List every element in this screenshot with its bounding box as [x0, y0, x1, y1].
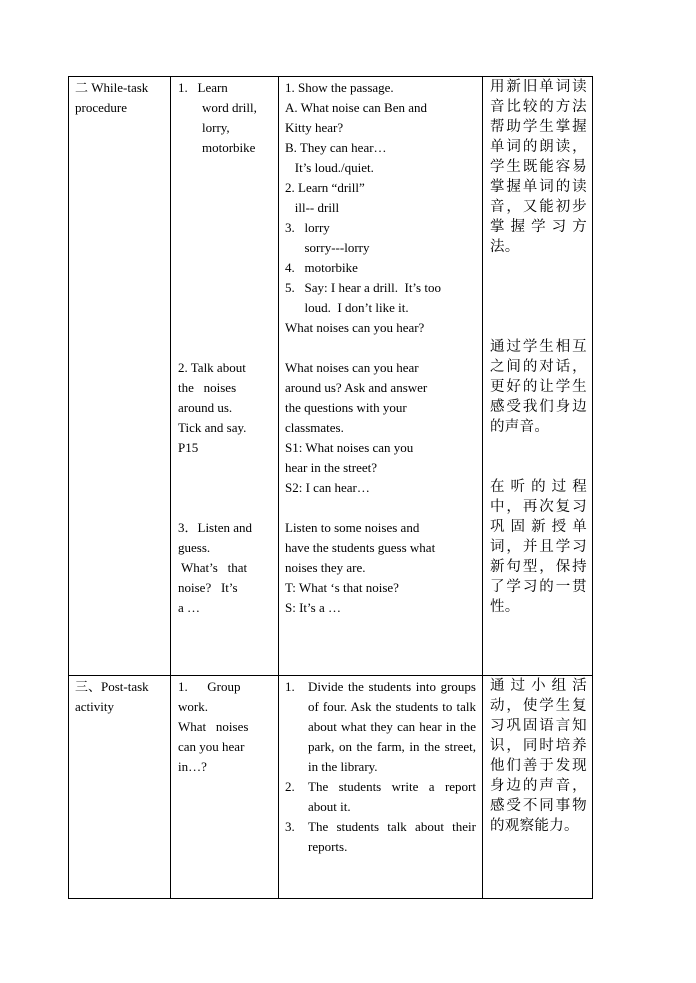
content-line: 3. lorry	[285, 220, 330, 235]
content-block	[285, 358, 476, 498]
content-line: sorry---lorry	[285, 240, 370, 255]
content-line: It’s loud./quiet.	[285, 160, 374, 175]
content-line: What noises can you hear?	[285, 320, 425, 335]
list-item	[285, 777, 476, 817]
steps-cell	[171, 77, 279, 676]
content-line: loud. I don’t like it.	[285, 300, 409, 315]
purpose-cell	[483, 676, 593, 899]
step-line: 1. Group	[178, 679, 241, 694]
purpose-cell	[483, 77, 593, 676]
purpose-text: 通过小组活动，使学生复习巩固语言知识，同时培养他们善于发现身边的声音，感受不同事物的观察能力。	[490, 678, 587, 834]
table-row-post-task	[69, 676, 593, 899]
purpose-text: 通过学生相互之间的对话，更好的让学生感受我们身边的声音。	[490, 339, 587, 435]
step-block	[178, 78, 272, 158]
content-block	[285, 518, 476, 618]
content-line: T: What ‘s that noise?	[285, 580, 399, 595]
step-line: What noises	[178, 719, 249, 734]
content-line: Listen to some noises and	[285, 520, 420, 535]
content-line: B. They can hear…	[285, 140, 387, 155]
step-line: P15	[178, 440, 199, 455]
step-line: word drill,	[202, 100, 257, 115]
list-text: Divide the students into groups of four. Ask the students to talk about what they can hear in the park, on the farm, in the street, in the library.	[308, 679, 476, 774]
step-line: around us.	[178, 400, 233, 415]
content-line: What noises can you hear	[285, 360, 419, 375]
content-cell	[279, 77, 483, 676]
content-line: Kitty hear?	[285, 120, 344, 135]
lesson-plan-table	[68, 76, 593, 899]
content-line: around us? Ask and answer	[285, 380, 428, 395]
step-line: a …	[178, 600, 201, 615]
step-line: 3．Listen and	[178, 520, 253, 535]
step-line: Tick and say.	[178, 420, 247, 435]
list-text: The students write a report about it.	[308, 779, 476, 814]
step-line: What’s that	[178, 560, 248, 575]
content-line: S2: I can hear…	[285, 480, 370, 495]
content-line: 5. Say: I hear a drill. It’s too	[285, 280, 441, 295]
step-line: lorry,	[202, 120, 230, 135]
step-line: in…?	[178, 759, 207, 774]
steps-cell	[171, 676, 279, 899]
list-number: 3.	[285, 819, 295, 834]
list-item	[285, 677, 476, 777]
content-line: 4. motorbike	[285, 260, 358, 275]
content-line: ill-- drill	[285, 200, 340, 215]
purpose-text: 在听的过程中，再次复习巩固新授单词，并且学习新句型，保持了学习的一贯性。	[490, 479, 587, 615]
stage-cell	[69, 676, 171, 899]
content-line: 2. Learn “drill”	[285, 180, 365, 195]
step-line: 1. Learn	[178, 80, 228, 95]
step-line: 2. Talk about	[178, 360, 246, 375]
content-line: noises they are.	[285, 560, 366, 575]
list-item	[285, 817, 476, 857]
stage-cell	[69, 77, 171, 676]
step-line: noise? It’s	[178, 580, 238, 595]
content-line: A. What noise can Ben and	[285, 100, 427, 115]
list-text: The students talk about their reports.	[308, 819, 476, 854]
step-line: the noises	[178, 380, 237, 395]
content-line: have the students guess what	[285, 540, 436, 555]
content-line: 1. Show the passage.	[285, 80, 394, 95]
step-line: guess.	[178, 540, 211, 555]
content-line: classmates.	[285, 420, 344, 435]
step-line: motorbike	[202, 140, 256, 155]
list-number: 2.	[285, 779, 295, 794]
stage-label: 三、Post-task activity	[75, 679, 149, 714]
list-number: 1.	[285, 679, 295, 694]
content-line: hear in the street?	[285, 460, 378, 475]
stage-label: 二 While-task procedure	[75, 80, 149, 115]
content-line: the questions with your	[285, 400, 407, 415]
step-block	[178, 518, 272, 618]
step-line: work.	[178, 699, 208, 714]
purpose-text: 用新旧单词读音比较的方法帮助学生掌握单词的朗读，学生既能容易掌握单词的读音，又能初步掌握学习方法。	[490, 79, 587, 255]
step-block	[178, 358, 272, 458]
content-cell	[279, 676, 483, 899]
table-row-while-task	[69, 77, 593, 676]
content-line: S: It’s a …	[285, 600, 341, 615]
content-line: S1: What noises can you	[285, 440, 414, 455]
step-line: can you hear	[178, 739, 245, 754]
content-block	[285, 78, 476, 338]
